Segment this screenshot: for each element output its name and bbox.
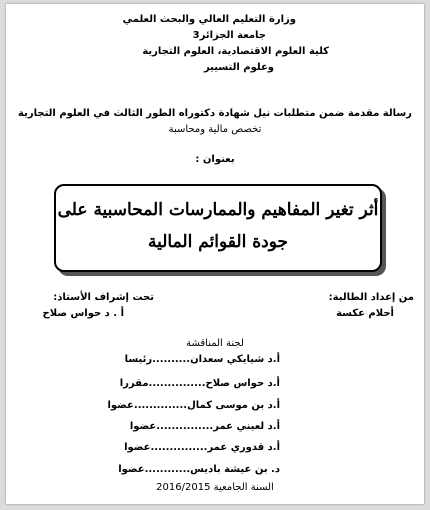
title-label: بعنوان : [195,154,235,165]
thesis-title-line2: جودة القوائم المالية [148,232,288,252]
jury-member-role: مقررا [119,378,149,389]
faculty-name-line2: وعلوم التسيير [203,62,274,73]
academic-year: السنة الجامعية 2016/2015 [156,482,274,493]
jury-member-name: د. بن عيشة باديس [190,464,280,475]
jury-member-name: أ.د شيايكي سعدان [190,354,280,365]
jury-member [120,378,280,389]
supervisor-label: تحت إشراف الأستاذ: [53,292,154,303]
jury-member-role: رئيسا [124,354,153,365]
jury-member-dots: .......... [152,354,191,365]
thesis-title-box [54,184,382,272]
student-label: من إعداد الطالبة: [328,292,414,303]
jury-member [124,442,280,453]
jury-member-role: عضوا [129,421,157,432]
jury-member-name: أ.د لعيني عمر [213,421,280,432]
jury-member-dots: .............. [133,400,188,411]
jury-member-dots: ............... [156,421,214,432]
jury-member [125,354,280,365]
thesis-statement: رسالة مقدمة ضمن متطلبات نيل شهادة دكتوراه الطور الثالث في العلوم التجارية [18,108,412,119]
jury-member-role: عضوا [118,464,145,475]
specialty: تخصص مالية ومحاسبة [168,124,262,135]
university-name: جامعة الجزائر3 [192,30,266,41]
faculty-name: كلية العلوم الاقتصادية، العلوم التجارية [142,46,329,57]
jury-member-name: أ.د حواس صلاح [205,378,280,389]
thesis-title-line1: أثر تغير المفاهيم والممارسات المحاسبية على [57,200,379,220]
ministry-name: وزارة التعليم العالي والبحث العلمي [122,14,296,25]
jury-member-role: عضوا [107,400,134,411]
document-page [6,4,424,504]
jury-member-dots: ............ [144,464,191,475]
jury-member [130,421,280,432]
jury-member-dots: ............... [150,442,208,453]
jury-label: لجنة المناقشة [186,338,244,349]
jury-member-name: أ.د قدوري عمر [207,442,280,453]
jury-member-dots: ............... [148,378,206,389]
jury-member [108,400,281,411]
jury-member-role: عضوا [124,442,151,453]
supervisor-name: أ . د حواس صلاح [42,308,124,319]
jury-member [118,464,280,475]
jury-member-name: أ.د بن موسى كمال [187,400,280,411]
student-name: أحلام عكسة [336,308,394,319]
